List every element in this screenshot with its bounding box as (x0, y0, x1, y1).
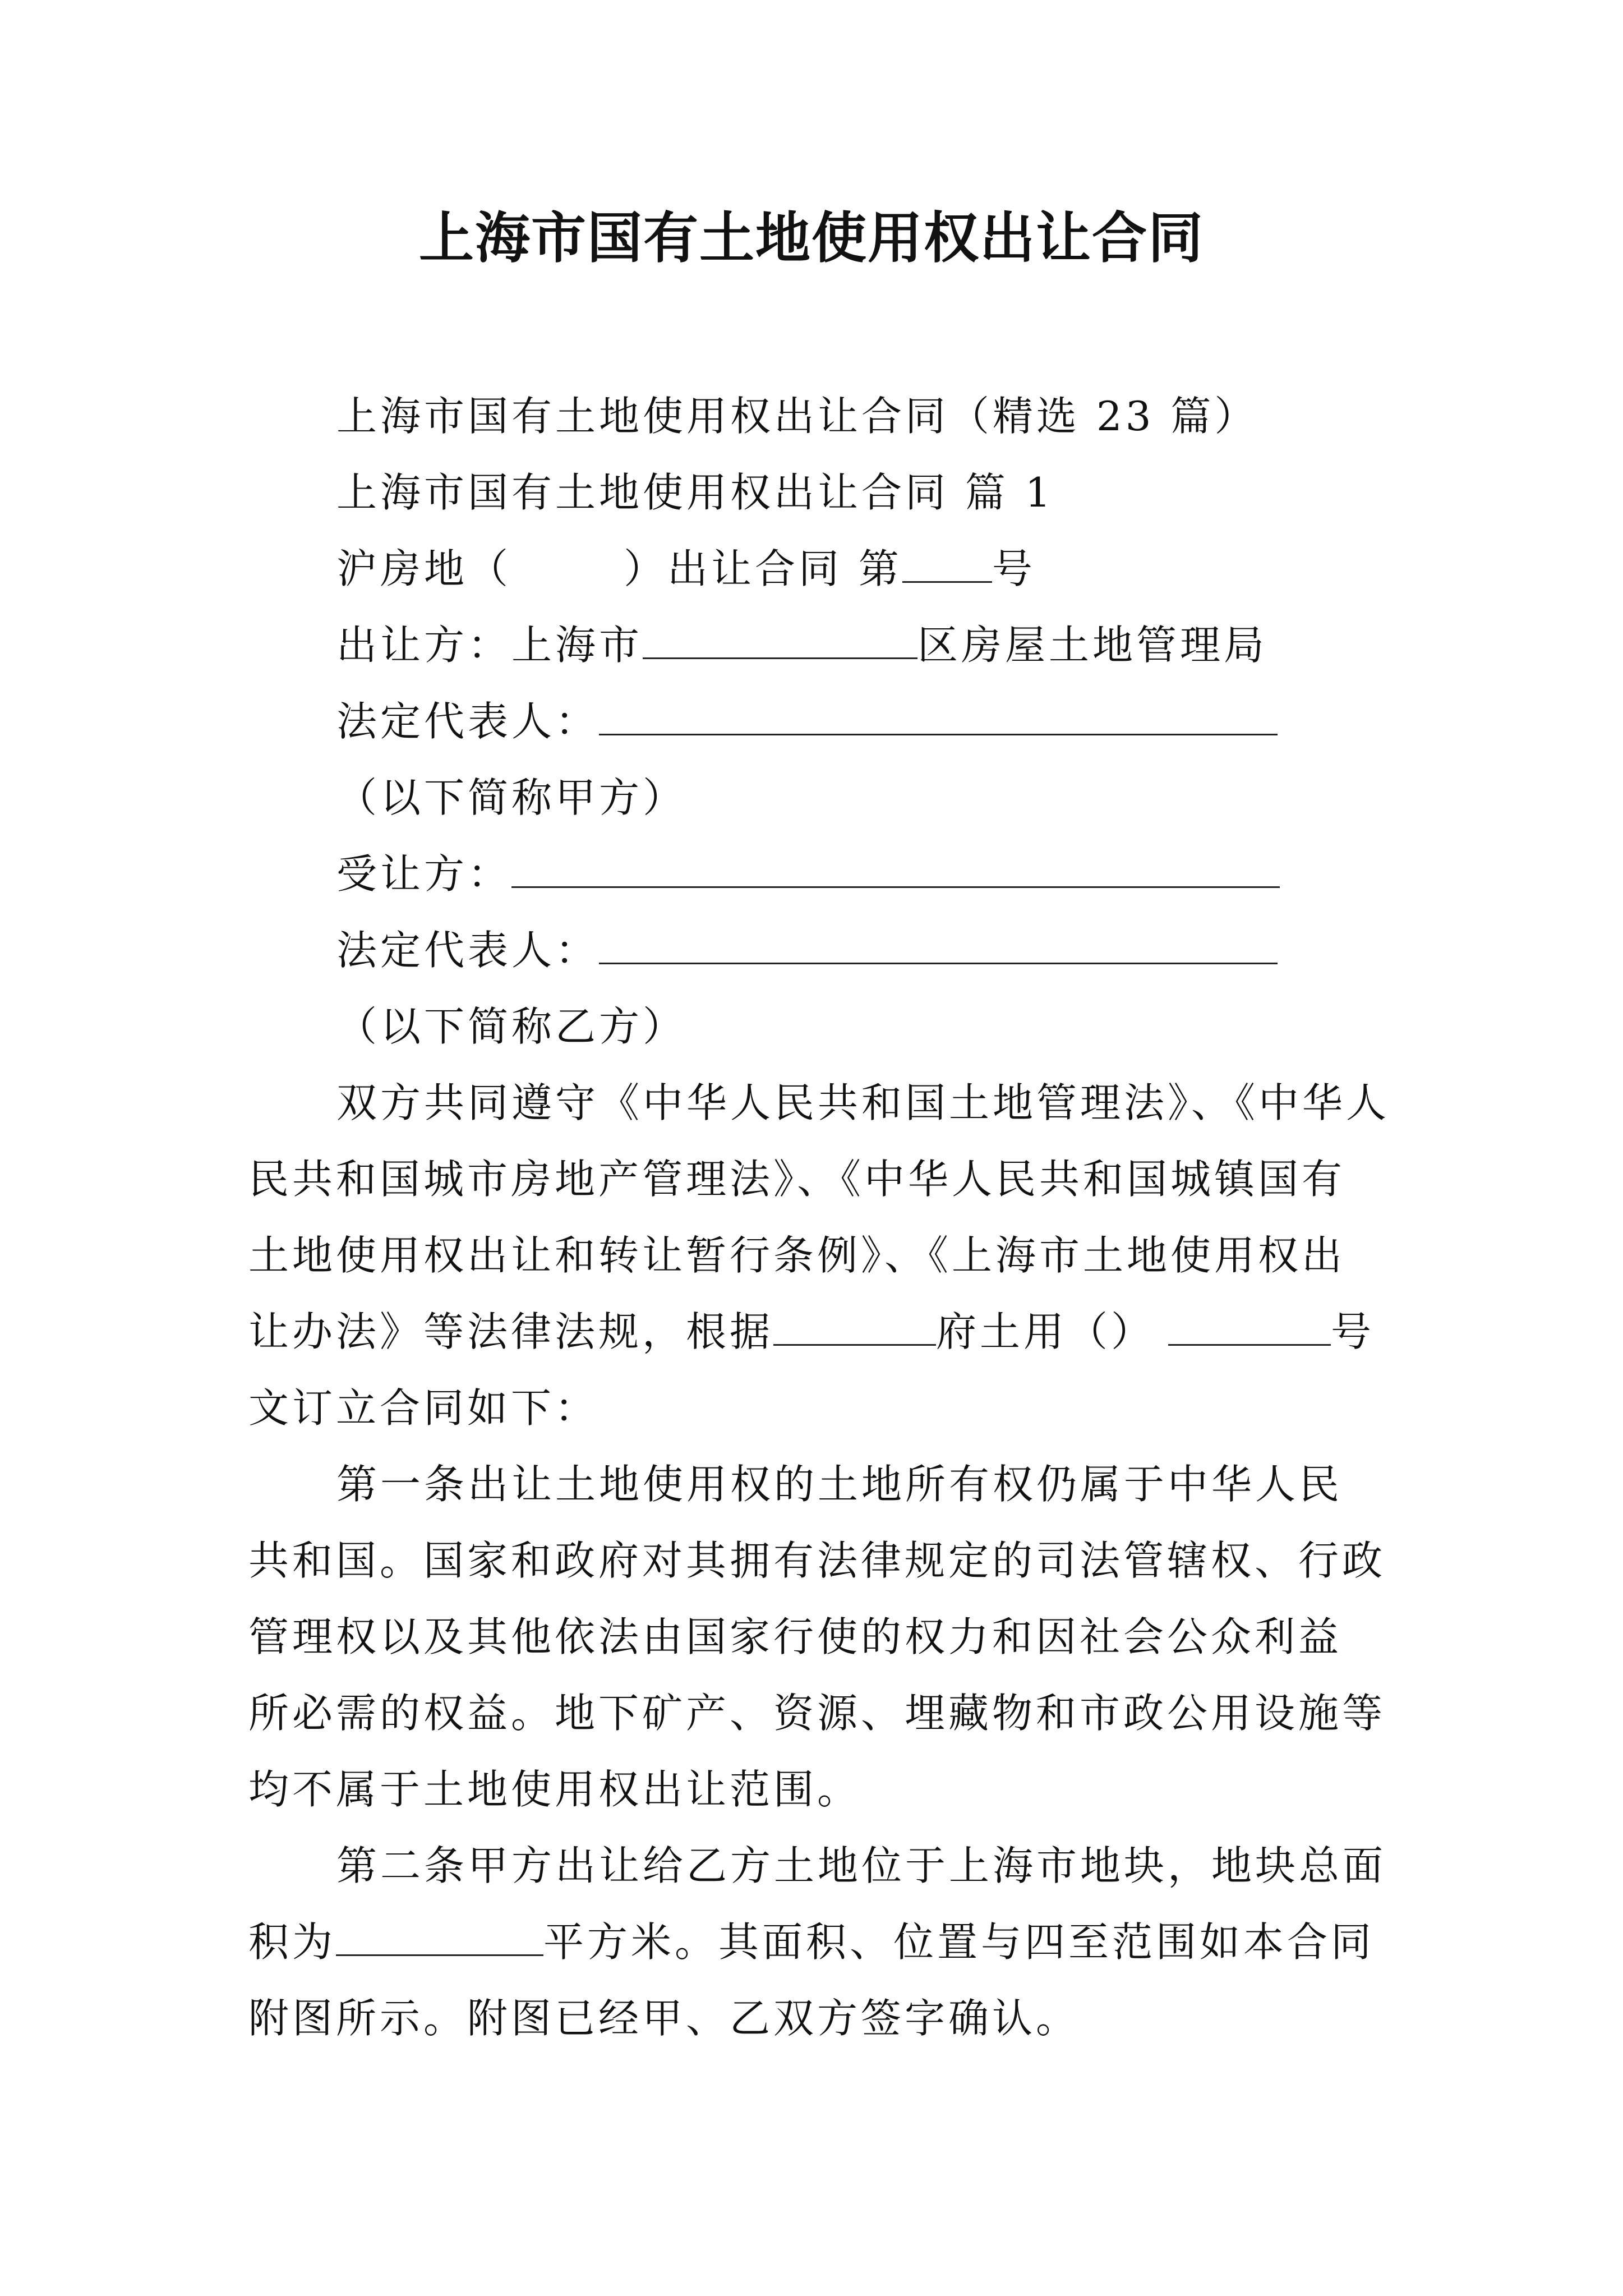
article-1-line-3 (248, 1609, 1342, 1665)
article-1-line-1 (336, 1456, 1343, 1512)
preamble-text-4c: 号 (1331, 1308, 1375, 1355)
transferor-suffix: 区房屋土地管理局 (917, 622, 1268, 669)
transferee-blank (511, 852, 1280, 888)
contract-label: ）出让合同 第 (624, 545, 902, 592)
preamble-text-1: 双方共同遵守《中华人民共和国土地管理法》、《中华人 (336, 1079, 1390, 1126)
transferee-label: 受让方： (336, 850, 512, 898)
article-2-text-2b: 平方米。其面积、位置与四至范围如本合同 (543, 1918, 1375, 1966)
preamble-text-3: 土地使用权出让和转让暂行条例》、《上海市土地使用权出 (248, 1232, 1346, 1279)
party-a-note-text: （以下简称甲方） (336, 774, 687, 821)
article-2-text-2a: 积为 (248, 1918, 336, 1966)
article-2-text-3: 附图所示。附图已经甲、乙双方签字确认。 (248, 1995, 1080, 2042)
district-blank (643, 623, 917, 659)
article-2-line-1 (336, 1838, 1386, 1894)
legal-rep-b-blank (599, 928, 1278, 964)
preamble-line-1 (336, 1075, 1390, 1131)
transferor-line (336, 617, 1267, 673)
contract-number-suffix: 号 (992, 545, 1036, 592)
transferee-line (336, 846, 1280, 902)
article-1-text-3: 管理权以及其他依法由国家行使的权力和因社会公众利益 (248, 1613, 1343, 1660)
article-2-line-3 (248, 1990, 1080, 2046)
legal-rep-b-label: 法定代表人： (336, 927, 600, 974)
preamble-line-5 (248, 1380, 598, 1436)
government-blank (773, 1309, 936, 1346)
article-2-line-2 (248, 1914, 1375, 1970)
preamble-line-4 (248, 1304, 1375, 1360)
article-1-text-5: 均不属于土地使用权出让范围。 (248, 1766, 861, 1813)
legal-rep-b-line (336, 922, 1278, 978)
article-1-text-2: 共和国。国家和政府对其拥有法律规定的司法管辖权、行政 (248, 1537, 1386, 1584)
legal-rep-a-line (336, 693, 1278, 749)
article-1-text-4: 所必需的权益。地下矿产、资源、埋藏物和市政公用设施等 (248, 1690, 1386, 1737)
section-heading (336, 464, 1054, 521)
article-1-line-5 (248, 1761, 861, 1818)
transferor-label: 出让方：上海市 (336, 622, 643, 669)
contract-number-line (336, 541, 1036, 597)
article-1-line-4 (248, 1685, 1386, 1741)
area-blank (336, 1920, 543, 1956)
preamble-text-4b: 府土用（） (936, 1308, 1155, 1355)
preamble-text-4a: 让办法》等法律法规，根据 (248, 1308, 774, 1355)
party-a-note (336, 770, 686, 826)
contract-prefix: 沪房地（ (336, 545, 512, 592)
article-1-line-2 (248, 1533, 1386, 1589)
document-title: 上海市国有土地使用权出让合同 (418, 206, 1204, 270)
document-subtitle (336, 388, 1258, 444)
legal-rep-a-label: 法定代表人： (336, 698, 600, 745)
preamble-text-5: 文订立合同如下： (248, 1384, 599, 1432)
document-number-blank (1168, 1309, 1331, 1346)
article-1-text-1: 第一条出让土地使用权的土地所有权仍属于中华人民 (336, 1461, 1343, 1508)
article-2-text-1: 第二条甲方出让给乙方土地位于上海市地块，地块总面 (336, 1842, 1387, 1889)
legal-rep-a-blank (599, 699, 1278, 735)
contract-number-blank (902, 546, 992, 583)
subtitle-text: 上海市国有土地使用权出让合同（精选 23 篇） (336, 393, 1258, 440)
party-b-note (336, 999, 686, 1055)
section-heading-text: 上海市国有土地使用权出让合同 篇 1 (336, 469, 1054, 516)
party-b-note-text: （以下简称乙方） (336, 1003, 687, 1050)
preamble-text-2: 民共和国城市房地产管理法》、《中华人民共和国城镇国有 (248, 1156, 1346, 1203)
preamble-line-3 (248, 1227, 1345, 1283)
preamble-line-2 (248, 1151, 1345, 1207)
